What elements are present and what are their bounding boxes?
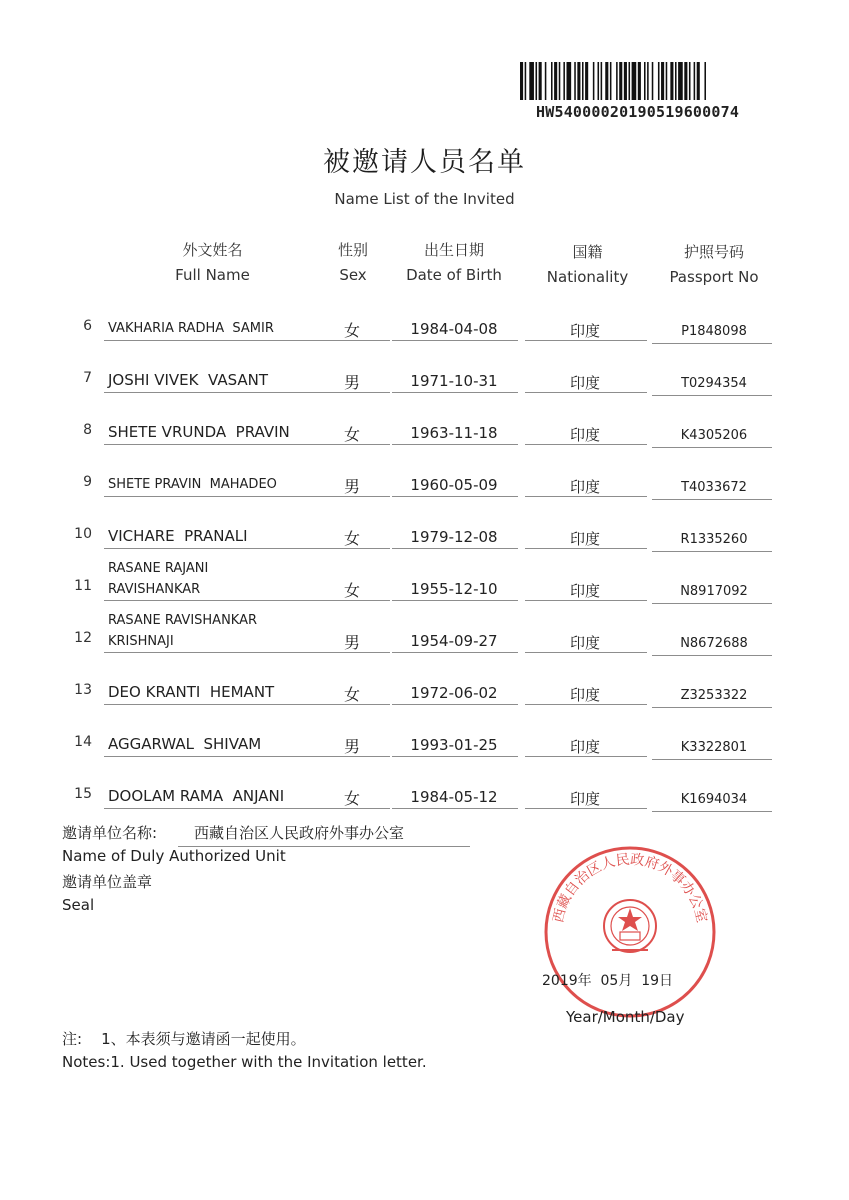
header-passport-en: Passport No (669, 268, 759, 286)
barcode-bar (697, 62, 700, 100)
dob-underline (392, 704, 518, 705)
passport-value: K4305206 (680, 428, 748, 443)
row-number: 15 (74, 786, 92, 802)
barcode-bar (601, 62, 603, 100)
row-number: 9 (83, 474, 92, 490)
full-name-line1: RASANE RAVISHANKAR (108, 613, 258, 628)
name-underline (104, 548, 320, 549)
passport-value: N8917092 (680, 584, 748, 599)
row-number: 13 (74, 682, 92, 698)
header-nationality (540, 240, 635, 290)
barcode (520, 62, 772, 100)
passport-value: K1694034 (680, 792, 748, 807)
passport-value: N8672688 (680, 636, 748, 651)
header-full-name-zh: 外文姓名 (182, 241, 243, 259)
barcode-bar (689, 62, 691, 100)
sex-underline (320, 444, 390, 445)
row-number: 10 (74, 526, 92, 542)
full-name-line1: RASANE RAJANI (108, 561, 209, 576)
barcode-bar (554, 62, 557, 100)
passport-underline (652, 551, 772, 552)
barcode-bar (684, 62, 687, 100)
dob-value: 1984-04-08 (410, 320, 498, 338)
sex-underline (320, 548, 390, 549)
header-dob (398, 238, 510, 288)
sex-underline (320, 496, 390, 497)
passport-value: K3322801 (680, 740, 748, 755)
full-name: DOOLAM RAMA ANJANI (108, 787, 285, 805)
full-name: DEO KRANTI HEMANT (108, 683, 275, 701)
header-full-name-en: Full Name (175, 266, 250, 284)
sex-value: 女 (343, 789, 360, 808)
dob-value: 1984-05-12 (410, 788, 498, 806)
unit-name: 西藏自治区人民政府外事办公室 (194, 824, 405, 842)
nationality-underline (525, 444, 647, 445)
barcode-bar (563, 62, 565, 100)
barcode-bar (675, 62, 677, 100)
dob-underline (392, 548, 518, 549)
sex-value: 女 (343, 321, 360, 340)
barcode-number: HW54000020190519600074 (536, 103, 740, 121)
dob-underline (392, 600, 518, 601)
barcode-bar (559, 62, 561, 100)
name-underline (104, 808, 320, 809)
nationality-underline (525, 340, 647, 341)
unit-label-zh: 邀请单位名称: (62, 824, 158, 842)
full-name-line2: RAVISHANKAR (108, 582, 201, 597)
page-subtitle: Name List of the Invited (334, 190, 515, 208)
emblem-icon (604, 900, 656, 952)
barcode-bar (704, 62, 706, 100)
barcode-bar (629, 62, 631, 100)
date-text: 2019年 05月 19日 (542, 973, 674, 989)
sex-value: 男 (343, 373, 360, 392)
passport-underline (652, 811, 772, 812)
dob-value: 1963-11-18 (410, 424, 498, 442)
passport-underline (652, 499, 772, 500)
official-seal-stamp (540, 842, 720, 1022)
barcode-bar (585, 62, 588, 100)
nationality-value: 印度 (569, 322, 600, 340)
nationality-underline (525, 496, 647, 497)
row-number: 12 (74, 630, 92, 646)
barcode-bar (520, 62, 523, 100)
passport-underline (652, 655, 772, 656)
header-nationality-en: Nationality (546, 268, 629, 286)
name-underline (104, 392, 320, 393)
passport-value: Z3253322 (680, 688, 748, 703)
barcode-bar (536, 62, 538, 100)
passport-value: P1848098 (681, 324, 747, 339)
dob-value: 1955-12-10 (410, 580, 498, 598)
sex-value: 女 (343, 529, 360, 548)
barcode-bar (670, 62, 673, 100)
barcode-bar (545, 62, 547, 100)
passport-underline (652, 343, 772, 344)
name-underline (104, 704, 320, 705)
sex-value: 女 (343, 685, 360, 704)
full-name: AGGARWAL SHIVAM (108, 735, 262, 753)
barcode-bar (647, 62, 649, 100)
nationality-underline (525, 652, 647, 653)
dob-value: 1979-12-08 (410, 528, 498, 546)
nationality-value: 印度 (569, 530, 600, 548)
nationality-underline (525, 392, 647, 393)
name-underline (104, 756, 320, 757)
sex-value: 男 (343, 477, 360, 496)
dob-value: 1972-06-02 (410, 684, 498, 702)
nationality-value: 印度 (569, 478, 600, 496)
passport-value: T4033672 (681, 480, 747, 495)
header-dob-en: Date of Birth (406, 266, 502, 284)
dob-underline (392, 496, 518, 497)
barcode-bar (666, 62, 668, 100)
nationality-underline (525, 600, 647, 601)
barcode-bar (632, 62, 637, 100)
dob-underline (392, 756, 518, 757)
barcode-bar (661, 62, 664, 100)
sex-underline (320, 392, 390, 393)
dob-underline (392, 808, 518, 809)
row-number: 8 (83, 422, 92, 438)
date-format: Year/Month/Day (566, 1008, 685, 1026)
barcode-bar (525, 62, 527, 100)
row-number: 7 (83, 370, 92, 386)
full-name: VAKHARIA RADHA SAMIR (108, 321, 274, 336)
row-number: 11 (74, 578, 92, 594)
nationality-value: 印度 (569, 634, 600, 652)
sex-underline (320, 340, 390, 341)
row-number: 6 (83, 318, 92, 334)
name-underline (104, 340, 320, 341)
dob-underline (392, 392, 518, 393)
dob-underline (392, 652, 518, 653)
barcode-bar (551, 62, 553, 100)
passport-underline (652, 759, 772, 760)
sex-underline (320, 704, 390, 705)
nationality-value: 印度 (569, 738, 600, 756)
barcode-bar (678, 62, 683, 100)
nationality-value: 印度 (569, 374, 600, 392)
nationality-value: 印度 (569, 426, 600, 444)
nationality-underline (525, 548, 647, 549)
barcode-bar (605, 62, 608, 100)
sex-value: 女 (343, 425, 360, 444)
note-en: Notes:1. Used together with the Invitation letter. (62, 1053, 427, 1071)
barcode-bar (598, 62, 600, 100)
name-underline (104, 600, 320, 601)
barcode-bar (577, 62, 580, 100)
barcode-bar (539, 62, 542, 100)
name-underline (104, 444, 320, 445)
sex-value: 男 (343, 633, 360, 652)
unit-label-en: Name of Duly Authorized Unit (62, 847, 286, 865)
nationality-underline (525, 808, 647, 809)
full-name: VICHARE PRANALI (108, 527, 248, 545)
passport-underline (652, 447, 772, 448)
header-nationality-zh: 国籍 (572, 243, 603, 261)
sex-underline (320, 600, 390, 601)
passport-value: T0294354 (681, 376, 747, 391)
dob-value: 1971-10-31 (410, 372, 498, 390)
header-passport-zh: 护照号码 (683, 243, 744, 261)
header-full-name (150, 238, 275, 288)
seal-label-en: Seal (62, 896, 95, 914)
dob-value: 1993-01-25 (410, 736, 498, 754)
full-name-line2: KRISHNAJI (108, 634, 174, 649)
header-dob-zh: 出生日期 (423, 241, 484, 259)
name-underline (104, 652, 320, 653)
passport-underline (652, 395, 772, 396)
sex-underline (320, 652, 390, 653)
barcode-bar (616, 62, 618, 100)
barcode-bar (529, 62, 534, 100)
barcode-bar (644, 62, 646, 100)
barcode-bar (658, 62, 660, 100)
name-underline (104, 496, 320, 497)
header-passport (660, 240, 768, 290)
barcode-bar (638, 62, 641, 100)
header-sex-en: Sex (339, 266, 367, 284)
stamp-text: 西藏自治区人民政府外事办公室 (550, 851, 710, 925)
page-title: 被邀请人员名单 (323, 147, 526, 178)
barcode-bar (624, 62, 627, 100)
nationality-value: 印度 (569, 790, 600, 808)
dob-value: 1954-09-27 (410, 632, 498, 650)
full-name: SHETE PRAVIN MAHADEO (108, 477, 277, 492)
row-number: 14 (74, 734, 92, 750)
full-name: JOSHI VIVEK VASANT (108, 371, 269, 389)
dob-underline (392, 340, 518, 341)
nationality-value: 印度 (569, 686, 600, 704)
nationality-value: 印度 (569, 582, 600, 600)
barcode-bar (567, 62, 572, 100)
barcode-bar (582, 62, 584, 100)
sex-underline (320, 808, 390, 809)
note-zh: 注: 1、本表须与邀请函一起使用。 (62, 1030, 306, 1048)
barcode-bar (574, 62, 576, 100)
passport-underline (652, 603, 772, 604)
full-name: SHETE VRUNDA PRAVIN (108, 423, 290, 441)
nationality-underline (525, 704, 647, 705)
barcode-bar (619, 62, 622, 100)
barcode-bar (593, 62, 595, 100)
nationality-underline (525, 756, 647, 757)
sex-value: 女 (343, 581, 360, 600)
passport-value: R1335260 (680, 532, 748, 547)
sex-value: 男 (343, 737, 360, 756)
header-sex (323, 238, 383, 288)
passport-underline (652, 707, 772, 708)
sex-underline (320, 756, 390, 757)
barcode-bar (610, 62, 612, 100)
barcode-bar (694, 62, 696, 100)
barcode-bar (652, 62, 654, 100)
seal-label-zh: 邀请单位盖章 (62, 873, 153, 891)
dob-value: 1960-05-09 (410, 476, 498, 494)
dob-underline (392, 444, 518, 445)
header-sex-zh: 性别 (337, 241, 368, 259)
